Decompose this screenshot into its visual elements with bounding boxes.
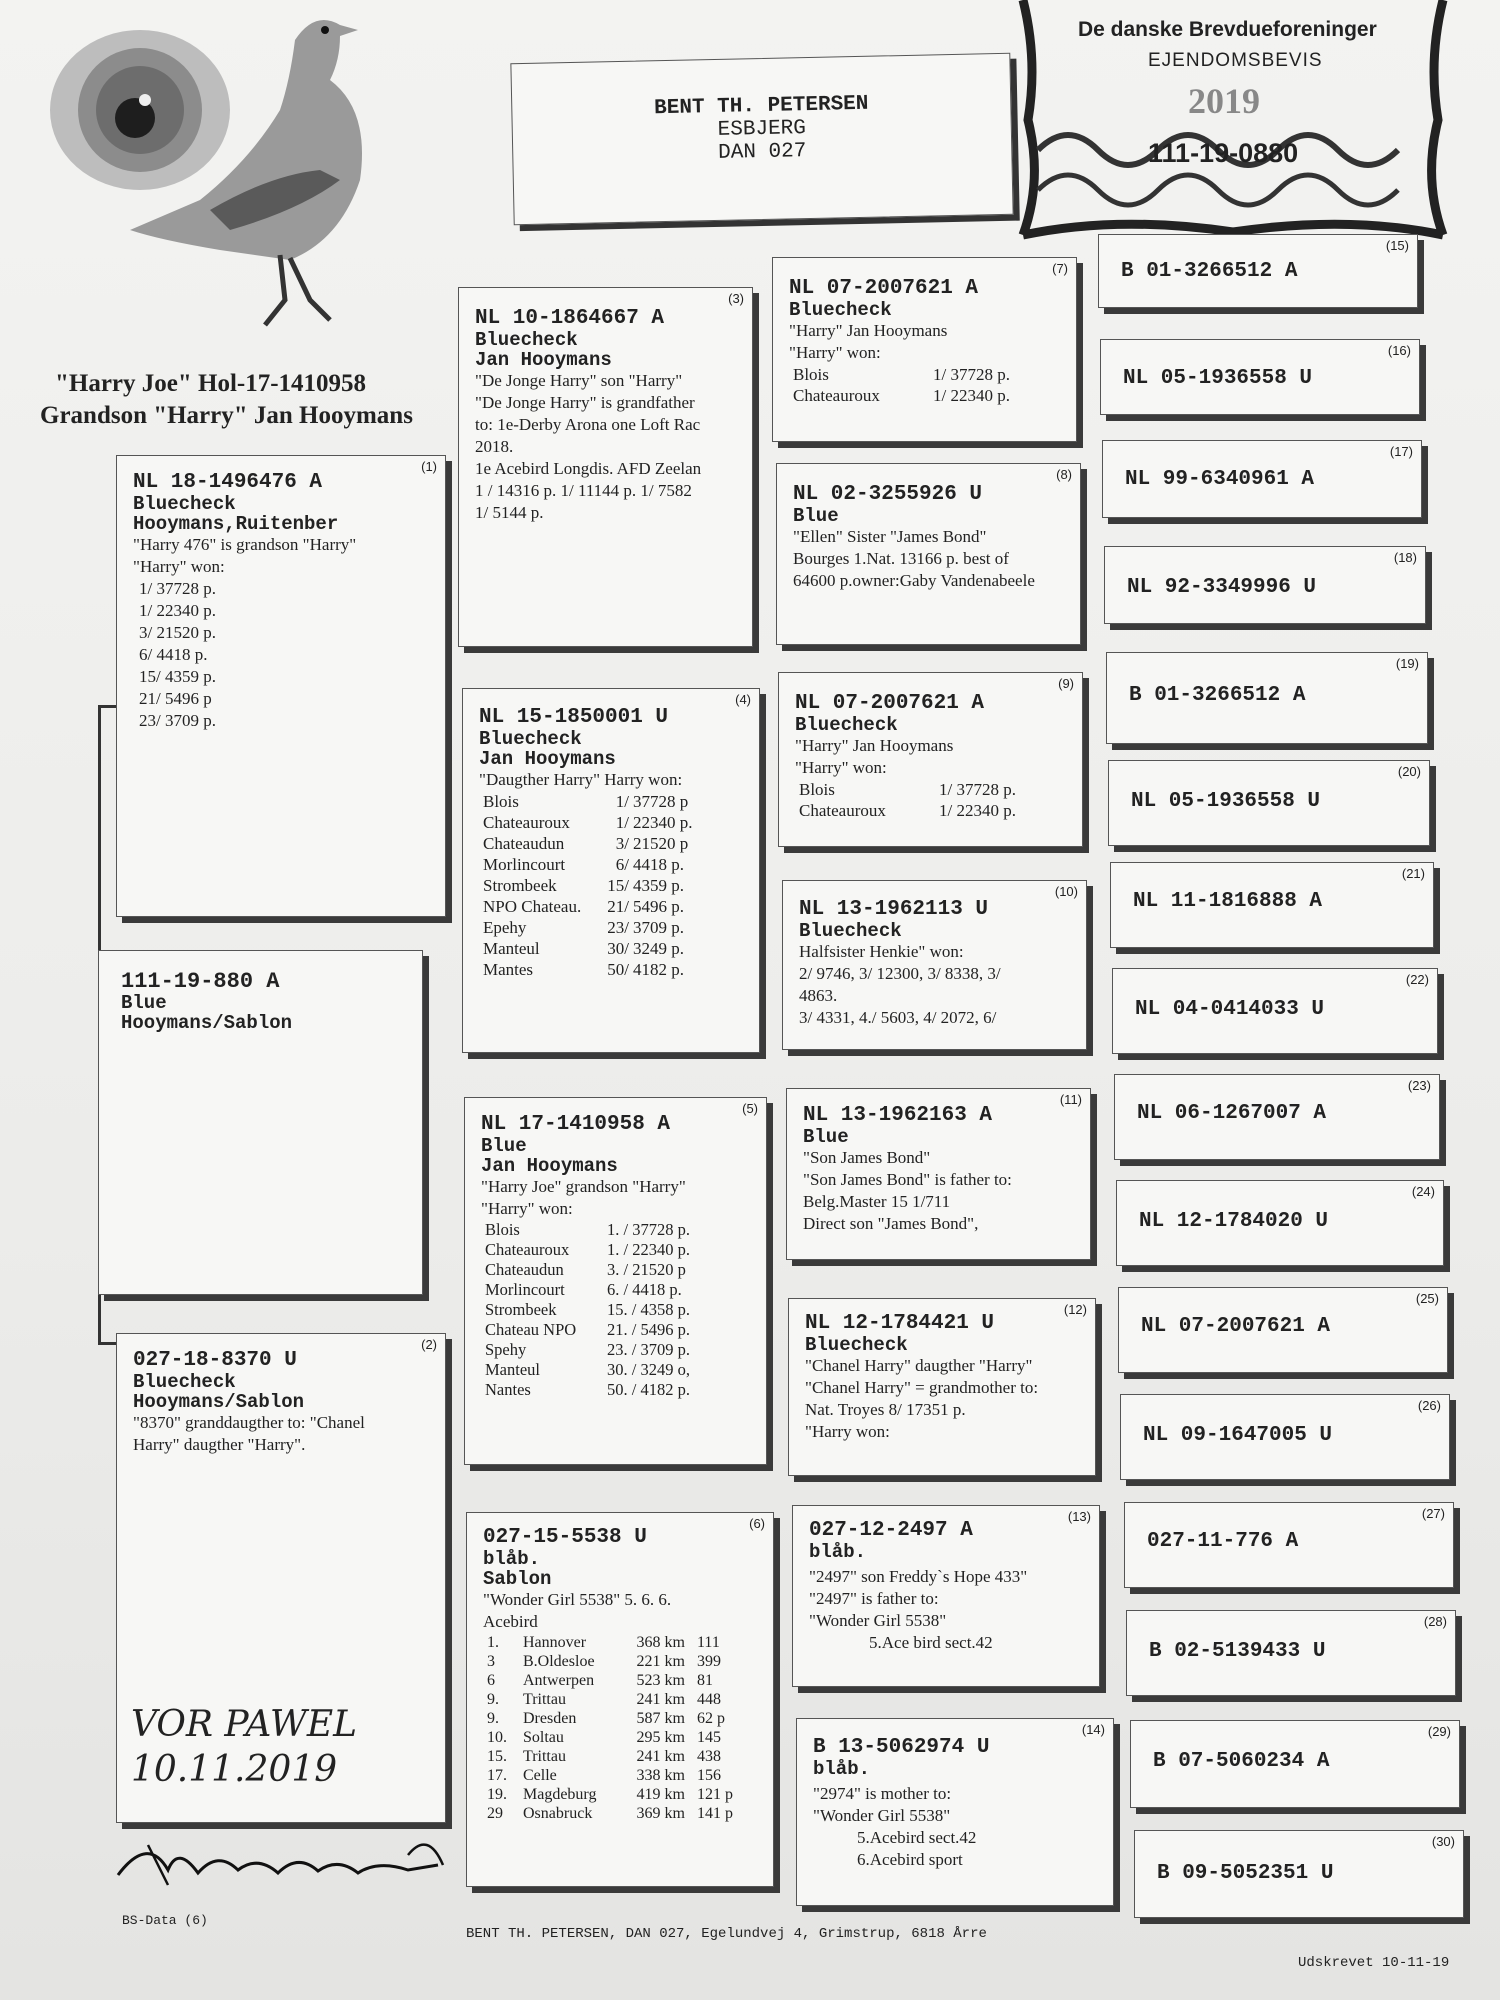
pigeon-color: Bluecheck [789,299,892,321]
result-line: 23/ 3709 p. [139,711,216,730]
ring-number: NL 17-1410958 A [481,1113,671,1136]
ring-number: NL 13-1962113 U [799,898,989,921]
result-row: Manteul 30. / 3249 o, [485,1360,690,1379]
results-table [485,1220,694,1400]
pigeon-color: Blue [481,1135,527,1157]
result-line: 15/ 4359 p. [139,667,216,686]
ancestor-card-15 [1098,234,1418,308]
card-number: (1) [421,459,437,474]
ring-number: NL 04-0414033 U [1135,998,1325,1021]
result-row: Nantes 50. / 4182 p. [485,1380,690,1399]
ring-number: NL 10-1864667 A [475,307,665,330]
pigeon-color: Bluecheck [133,1371,236,1393]
note-line: "Son James Bond" [803,1148,931,1167]
card-number: (11) [1059,1092,1082,1107]
card-number: (24) [1411,1184,1435,1199]
pigeon-color: Bluecheck [799,920,902,942]
results-table [799,779,1020,821]
ancestor-card-29 [1130,1720,1460,1808]
card-number: (9) [1058,676,1074,691]
ancestor-card-10 [782,880,1087,1050]
ancestor-card-11 [786,1088,1091,1260]
note-line: 3/ 4331, 4./ 5603, 4/ 2072, 6/ [799,1008,997,1027]
note-line: "Daugther Harry" Harry won: [479,770,683,789]
card-number: (19) [1395,656,1419,671]
result-row: 29 Osnabruck 369 km 141 p [487,1805,733,1822]
footer-printed-date: Udskrevet 10-11-19 [1298,1955,1450,1971]
result-line: 21/ 5496 p [139,689,212,708]
note-line: "2497" is father to: [809,1589,939,1608]
ring-number: B 01-3266512 A [1129,684,1306,707]
ring-number: NL 12-1784421 U [805,1312,995,1335]
note-line: "Harry" won: [133,557,225,576]
result-row: Chateauroux 1. / 22340 p. [485,1240,690,1259]
ancestor-card-13 [792,1505,1100,1687]
note-line: "De Jonge Harry" son "Harry" [475,371,683,390]
document-type: EJENDOMSBEVIS [1148,50,1323,71]
card-number: (16) [1387,343,1411,358]
note-line: Nat. Troyes 8/ 17351 p. [805,1400,966,1419]
result-row: Chateauroux 1/ 22340 p. [483,813,693,832]
card-number: (17) [1389,444,1413,459]
breeder-name: Hooymans,Ruitenber [133,513,339,535]
owner-code: DAN 027 [717,140,807,165]
note-line: 64600 p.owner:Gaby Vandenabeele [793,571,1035,590]
result-row: NPO Chateau. 21/ 5496 p. [483,897,684,916]
note-line: "Chanel Harry" daugther "Harry" [805,1356,1033,1375]
handwritten-date: 10.11.2019 [131,1749,338,1790]
results-table [487,1633,737,1823]
ancestor-card-30 [1134,1830,1464,1918]
note-line: "Ellen" Sister "James Bond" [793,527,987,546]
note-line: Bourges 1.Nat. 13166 p. best of [793,549,1009,568]
pigeon-color: Bluecheck [133,493,236,515]
grandparent-card-6 [466,1512,774,1887]
card-number: (15) [1385,238,1409,253]
result-row: Chateau NPO 21. / 5496 p. [485,1320,690,1339]
ring-number: NL 07-2007621 A [789,277,979,300]
note-line: "Harry 476" is grandson "Harry" [133,535,357,554]
parent-card-2 [116,1333,446,1823]
note-line: Direct son "James Bond", [803,1214,979,1233]
subject-breeder: Hooymans/Sablon [121,1012,293,1034]
result-row: Chateauroux 1/ 22340 p. [793,386,1010,405]
connector-line [98,705,116,708]
owner-box [510,53,1013,225]
result-row: Strombeek 15/ 4359 p. [483,876,684,895]
note-line: "Son James Bond" is father to: [803,1170,1012,1189]
note-line: "2974" is mother to: [813,1784,952,1803]
ring-number: NL 99-6340961 A [1125,468,1315,491]
ancestor-card-28 [1126,1610,1456,1696]
note-line: 1e Acebird Longdis. AFD Zeelan [475,459,702,478]
card-number: (23) [1407,1078,1431,1093]
note-line: "Harry Joe" grandson "Harry" [481,1177,686,1196]
emblem-ring-number: 111-19-0880 [1148,138,1299,168]
note-line: 2018. [475,437,514,456]
ring-number: NL 13-1962163 A [803,1104,993,1127]
association-emblem [1018,0,1448,240]
card-number: (28) [1423,1614,1447,1629]
card-number: (7) [1052,261,1068,276]
association-name: De danske Brevdueforeninger [1078,18,1377,41]
note-line: Belg.Master 15 1/711 [803,1192,951,1211]
result-row: 19. Magdeburg 419 km 121 p [487,1786,733,1803]
result-row: 15. Trittau 241 km 438 [487,1748,721,1765]
ancestor-card-17 [1102,440,1422,518]
note-line: Acebird [483,1612,538,1631]
grandparent-card-3 [458,287,753,647]
breeder-name: Jan Hooymans [479,748,616,770]
ancestor-card-22 [1112,968,1438,1054]
signature-image [108,1825,448,1895]
card-number: (18) [1393,550,1417,565]
ring-number: NL 18-1496476 A [133,471,323,494]
result-row: Mantes 50/ 4182 p. [483,960,684,979]
card-number: (3) [728,291,744,306]
card-number: (4) [735,692,751,707]
subject-ring: 111-19-880 A [121,969,280,994]
note-line: "Wonder Girl 5538" [813,1806,951,1825]
breeder-name: Jan Hooymans [475,349,612,371]
result-row: Spehy 23. / 3709 p. [485,1340,690,1359]
result-row: Morlincourt 6. / 4418 p. [485,1280,682,1299]
pigeon-eye-illustration [40,0,440,340]
note-line: "Harry" won: [789,343,881,362]
pigeon-color: Bluecheck [805,1334,908,1356]
pigeon-color: blåb. [809,1541,867,1563]
card-number: (2) [421,1337,437,1352]
note-line: "De Jonge Harry" is grandfather [475,393,695,412]
card-number: (29) [1427,1724,1451,1739]
result-row: Chateauroux 1/ 22340 p. [799,801,1016,820]
ancestor-card-23 [1114,1074,1440,1160]
card-number: (22) [1405,972,1429,987]
result-row: 6 Antwerpen 523 km 81 [487,1672,713,1689]
note-line: 1 / 14316 p. 1/ 11144 p. 1/ 7582 [475,481,692,500]
card-number: (26) [1417,1398,1441,1413]
note-line: "Harry" Jan Hooymans [795,736,954,755]
results-table [793,364,1014,406]
card-number: (30) [1431,1834,1455,1849]
card-number: (6) [749,1516,765,1531]
ring-number: B 09-5052351 U [1157,1862,1334,1885]
breeder-name: Hooymans/Sablon [133,1391,305,1413]
card-number: (12) [1063,1302,1087,1317]
ancestor-card-21 [1110,862,1434,948]
ancestor-card-9 [778,672,1083,847]
note-line: 4863. [799,986,838,1005]
card-number: (21) [1401,866,1425,881]
owner-city: ESBJERG [717,117,807,142]
results-table [483,791,697,980]
note-line: "8370" granddaugther to: "Chanel [133,1413,365,1432]
note-line: "Harry" won: [481,1199,573,1218]
ring-number: B 13-5062974 U [813,1736,990,1759]
note-line: 1/ 5144 p. [475,503,544,522]
breeder-name: Jan Hooymans [481,1155,618,1177]
ancestor-card-26 [1120,1394,1450,1480]
note-line: "Wonder Girl 5538" 5. 6. 6. [483,1590,672,1609]
subject-color: Blue [121,992,167,1014]
owner-name: BENT TH. PETERSEN [653,92,869,121]
ancestor-card-8 [776,463,1081,645]
result-row: 9. Trittau 241 km 448 [487,1691,721,1708]
result-row: Manteul 30/ 3249 p. [483,939,684,958]
note-line: "Harry won: [805,1422,890,1441]
card-number: (27) [1421,1506,1445,1521]
ring-number: NL 02-3255926 U [793,483,983,506]
ring-number: NL 15-1850001 U [479,706,669,729]
handwritten-dedication: VOR PAWEL [131,1704,358,1745]
card-number: (5) [742,1101,758,1116]
result-row: Blois 1/ 37728 p [483,792,689,811]
breeder-name: Sablon [483,1568,552,1590]
ring-number: NL 09-1647005 U [1143,1424,1333,1447]
ancestor-card-19 [1106,652,1428,744]
pigeon-color: blåb. [813,1758,871,1780]
card-number: (14) [1081,1722,1105,1737]
ring-number: NL 06-1267007 A [1137,1102,1327,1125]
document-year: 2019 [1188,81,1260,121]
pigeon-color: Bluecheck [475,329,578,351]
note-line: "Harry" Jan Hooymans [789,321,948,340]
ring-number: 027-11-776 A [1147,1530,1299,1553]
ancestor-card-20 [1108,760,1430,846]
ancestor-card-12 [788,1298,1096,1476]
ancestor-card-25 [1118,1287,1448,1373]
ring-number: B 07-5060234 A [1153,1750,1330,1773]
result-line: 6/ 4418 p. [139,645,208,664]
note-line: "Chanel Harry" = grandmother to: [805,1378,1039,1397]
note-line: to: 1e-Derby Arona one Loft Rac [475,415,701,434]
parent-card-1 [116,455,446,917]
result-line: 1/ 37728 p. [139,579,216,598]
note-line: 5.Ace bird sect.42 [869,1633,993,1652]
note-line: "Wonder Girl 5538" [809,1611,947,1630]
ring-number: NL 05-1936558 U [1131,790,1321,813]
result-line: 3/ 21520 p. [139,623,216,642]
card-number: (20) [1397,764,1421,779]
pigeon-color: Blue [793,505,839,527]
result-row: Blois 1. / 37728 p. [485,1220,690,1239]
ring-number: 027-15-5538 U [483,1526,647,1549]
card-number: (13) [1067,1509,1091,1524]
note-line: 2/ 9746, 3/ 12300, 3/ 8338, 3/ [799,964,1001,983]
note-line: "2497" son Freddy`s Hope 433" [809,1567,1028,1586]
ring-number: 027-18-8370 U [133,1349,297,1372]
pigeon-color: Bluecheck [479,728,582,750]
note-line: 5.Acebird sect.42 [857,1828,977,1847]
footer-software: BS-Data (6) [122,1913,208,1928]
result-row: Strombeek 15. / 4358 p. [485,1300,690,1319]
result-row: Morlincourt 6/ 4418 p. [483,855,684,874]
ring-number: NL 07-2007621 A [795,692,985,715]
ancestor-card-18 [1104,546,1426,624]
result-row: 10. Soltau 295 km 145 [487,1729,721,1746]
ancestor-card-27 [1124,1502,1454,1588]
pigeon-color: blåb. [483,1548,541,1570]
result-row: Blois 1/ 37728 p. [793,365,1010,384]
result-row: Chateaudun 3/ 21520 p [483,834,689,853]
note-line: 6.Acebird sport [857,1850,963,1869]
ring-number: NL 11-1816888 A [1133,890,1323,913]
card-number: (10) [1054,884,1078,899]
note-line: Harry" daugther "Harry". [133,1435,306,1454]
grandparent-card-5 [464,1097,767,1465]
ring-number: NL 12-1784020 U [1139,1210,1329,1233]
connector-line [98,1342,116,1345]
footer-address: BENT TH. PETERSEN, DAN 027, Egelundvej 4, Grimstrup, 6818 Årre [466,1926,987,1942]
ancestor-card-7 [772,257,1077,442]
note-line: "Harry" won: [795,758,887,777]
result-row: 9. Dresden 587 km 62 p [487,1710,725,1727]
ring-number: B 01-3266512 A [1121,260,1298,283]
ring-number: B 02-5139433 U [1149,1640,1326,1663]
result-row: Chateaudun 3. / 21520 p [485,1260,686,1279]
ancestor-card-16 [1100,339,1420,415]
pigeon-title-line1: "Harry Joe" Hol-17-1410958 [55,370,367,397]
card-number: (8) [1056,467,1072,482]
ring-number: NL 05-1936558 U [1123,367,1313,390]
result-row: 17. Celle 338 km 156 [487,1767,721,1784]
result-row: Blois 1/ 37728 p. [799,780,1016,799]
card-number: (25) [1415,1291,1439,1306]
grandparent-card-4 [462,688,760,1053]
result-row: Epehy 23/ 3709 p. [483,918,684,937]
result-line: 1/ 22340 p. [139,601,216,620]
result-row: 1. Hannover 368 km 111 [487,1634,720,1651]
pigeon-title-line2: Grandson "Harry" Jan Hooymans [40,402,413,429]
ancestor-card-24 [1116,1180,1444,1266]
result-row: 3 B.Oldesloe 221 km 399 [487,1653,721,1670]
subject-pigeon-card [98,950,423,1295]
ring-number: 027-12-2497 A [809,1519,973,1542]
ring-number: NL 07-2007621 A [1141,1315,1331,1338]
ancestor-card-14 [796,1718,1114,1906]
pigeon-color: Bluecheck [795,714,898,736]
ring-number: NL 92-3349996 U [1127,576,1317,599]
note-line: Halfsister Henkie" won: [799,942,964,961]
pigeon-color: Blue [803,1126,849,1148]
